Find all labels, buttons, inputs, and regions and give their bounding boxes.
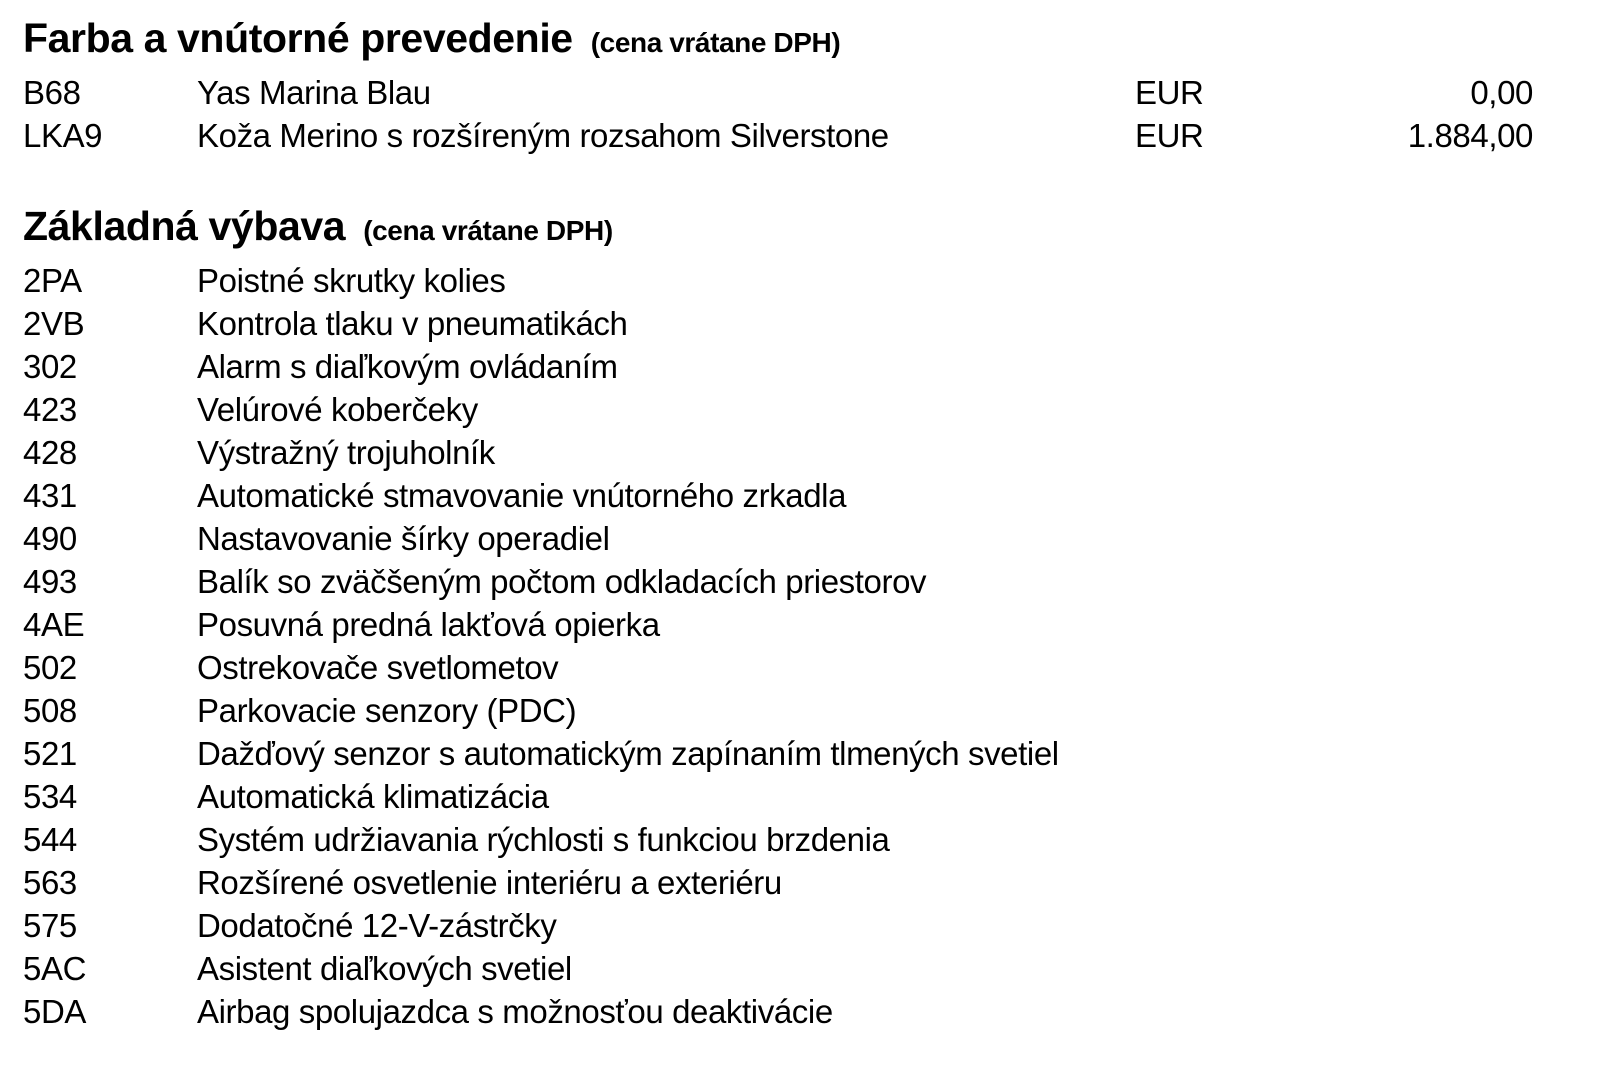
price-value: 1.884,00 (1407, 117, 1533, 154)
option-description: Automatické stmavovanie vnútorného zrkadla (197, 477, 847, 514)
option-code: 502 (23, 649, 77, 686)
option-code: 2VB (23, 305, 85, 342)
table-row (23, 990, 1533, 1033)
option-description: Velúrové koberčeky (197, 391, 478, 428)
section-title (23, 16, 1533, 65)
option-code: 575 (23, 907, 77, 944)
currency-label: EUR (1135, 117, 1204, 154)
option-description: Dodatočné 12-V-zástrčky (197, 907, 557, 944)
table-row (23, 71, 1533, 114)
table-row (23, 732, 1533, 775)
table-row (23, 560, 1533, 603)
option-description: Poistné skrutky kolies (197, 262, 506, 299)
option-description: Yas Marina Blau (197, 74, 431, 111)
option-description: Nastavovanie šírky operadiel (197, 520, 610, 557)
table-row (23, 818, 1533, 861)
option-code: LKA9 (23, 117, 103, 154)
section-title-text: Základná výbava (23, 203, 346, 249)
table-row (23, 861, 1533, 904)
option-code: 508 (23, 692, 77, 729)
section-color-interior (23, 16, 1533, 157)
option-code: 2PA (23, 262, 82, 299)
option-description: Výstražný trojuholník (197, 434, 495, 471)
section-standard-equipment (23, 204, 1533, 1033)
option-description: Ostrekovače svetlometov (197, 649, 559, 686)
table-row (23, 302, 1533, 345)
option-code: 544 (23, 821, 77, 858)
option-description: Airbag spolujazdca s možnosťou deaktivácie (197, 993, 833, 1030)
price-value: 0,00 (1470, 74, 1533, 111)
table-row (23, 388, 1533, 431)
table-row (23, 431, 1533, 474)
option-code: 423 (23, 391, 77, 428)
table-row (23, 689, 1533, 732)
option-code: 493 (23, 563, 77, 600)
option-code: 431 (23, 477, 77, 514)
option-code: 521 (23, 735, 77, 772)
table-row (23, 904, 1533, 947)
option-description: Dažďový senzor s automatickým zapínaním tlmených svetiel (197, 735, 1059, 772)
option-description: Systém udržiavania rýchlosti s funkciou brzdenia (197, 821, 890, 858)
option-code: 428 (23, 434, 77, 471)
table-row (23, 947, 1533, 990)
option-code: B68 (23, 74, 81, 111)
option-code: 5DA (23, 993, 86, 1030)
section-title-text: Farba a vnútorné prevedenie (23, 15, 573, 61)
option-code: 302 (23, 348, 77, 385)
currency-label: EUR (1135, 74, 1204, 111)
table-row (23, 114, 1533, 157)
option-description: Parkovacie senzory (PDC) (197, 692, 577, 729)
option-description: Koža Merino s rozšíreným rozsahom Silverstone (197, 117, 889, 154)
section-subtitle: (cena vrátane DPH) (590, 27, 841, 58)
option-description: Asistent diaľkových svetiel (197, 950, 572, 987)
option-description: Automatická klimatizácia (197, 778, 549, 815)
table-row (23, 646, 1533, 689)
table-row (23, 474, 1533, 517)
option-description: Alarm s diaľkovým ovládaním (197, 348, 618, 385)
option-description: Kontrola tlaku v pneumatikách (197, 305, 628, 342)
option-code: 534 (23, 778, 77, 815)
table-row (23, 517, 1533, 560)
section-title (23, 204, 1533, 253)
table-row (23, 259, 1533, 302)
option-rows (23, 259, 1533, 1033)
table-row (23, 345, 1533, 388)
option-code: 490 (23, 520, 77, 557)
option-code: 563 (23, 864, 77, 901)
option-code: 5AC (23, 950, 86, 987)
option-description: Rozšírené osvetlenie interiéru a exteriéru (197, 864, 782, 901)
option-code: 4AE (23, 606, 85, 643)
option-description: Balík so zväčšeným počtom odkladacích priestorov (197, 563, 927, 600)
table-row (23, 775, 1533, 818)
option-rows (23, 71, 1533, 157)
section-subtitle: (cena vrátane DPH) (363, 215, 613, 246)
option-description: Posuvná predná lakťová opierka (197, 606, 660, 643)
table-row (23, 603, 1533, 646)
